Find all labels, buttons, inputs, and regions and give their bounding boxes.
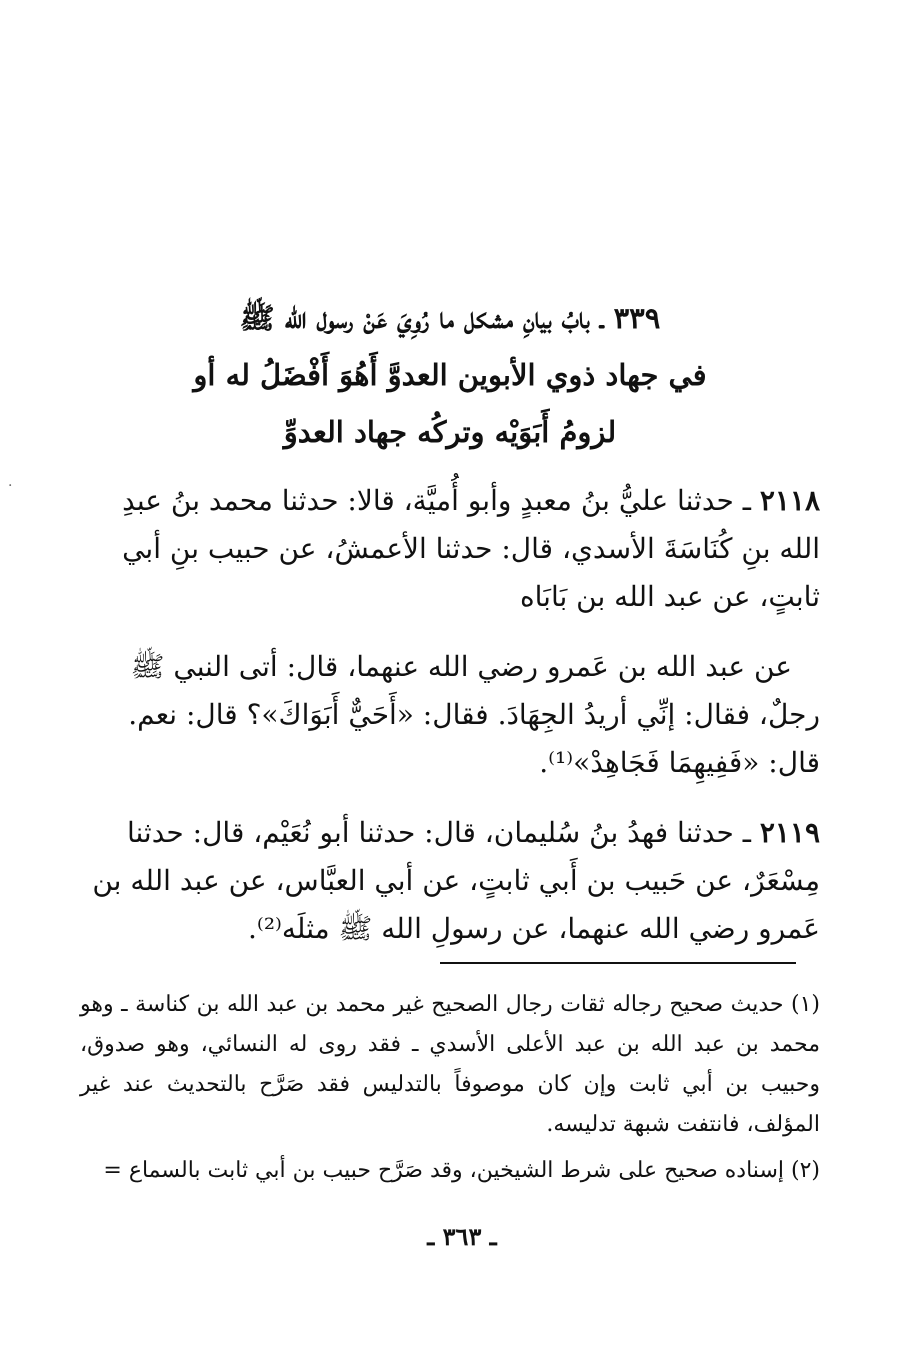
chapter-title-line-2: في جهاد ذوي الأبوين العدوَّ أَهُوَ أَفْضَلُ له أو xyxy=(193,358,707,392)
hadith-2118 xyxy=(80,477,820,621)
footnote-1: (١) حديث صحيح رجاله ثقات رجال الصحيح غير محمد بن عبد الله بن كناسة ـ وهو محمد بن عبد الله بن عبد الأعلى الأسدي ـ فقد روى له النسائي، وهو صدوق، وحبيب بن أبي ثابت وإن كان موصوفاً بالتدليس فقد صَرَّح بالتحديث عند غير المؤلف، فانتفت شبهة تدليسه. xyxy=(80,992,820,1137)
hadith-text: ـ حدثنا فهدُ بنُ سُليمان، قال: حدثنا أبو نُعَيْم، قال: حدثنا مِسْعَرٌ، عن حَبيب بن أَبي ثابتٍ، عن أبي العبَّاس، عن عبد الله بن عَمرو رضي الله عنهما، عن رسولِ الله ﷺ مثلَه⁽²⁾. xyxy=(92,816,820,945)
chapter-title-line-1: ٣٣٩ ـ بابُ بيانِ مشكل ما رُوِيَ عَنْ رسول الله ﷺ xyxy=(239,301,661,335)
margin-mark: · xyxy=(8,478,13,494)
chapter-title-line-3: لزومُ أَبَوَيْه وتركُه جهاد العدوِّ xyxy=(283,415,617,449)
hadith-number: ٢١١٩ xyxy=(759,816,820,849)
page-number: ـ ٣٦٣ ـ xyxy=(427,1222,497,1251)
footnotes xyxy=(80,985,820,1197)
footnote-divider xyxy=(440,962,796,964)
page-body xyxy=(80,290,820,975)
hadith-2118-matn xyxy=(80,643,820,787)
chapter-title xyxy=(80,290,820,461)
hadith-number: ٢١١٨ xyxy=(759,484,820,517)
hadith-text: ـ حدثنا عليُّ بنُ معبدٍ وأبو أُميَّة، قالا: حدثنا محمد بنُ عبدِ الله بنِ كُنَاسَةَ الأسدي، قال: حدثنا الأعمشُ، عن حبيب بنِ أبي ثابتٍ، عن عبد الله بن بَابَاه xyxy=(122,484,820,613)
hadith-2119 xyxy=(80,809,820,953)
hadith-text: عن عبد الله بن عَمرو رضي الله عنهما، قال: أتى النبي ﷺ رجلٌ، فقال: إنِّي أريدُ الجِهَادَ. فقال: «أَحَيٌّ أَبَوَاكَ»؟ قال: نعم. قال: «فَفِيهِمَا فَجَاهِدْ»⁽¹⁾. xyxy=(128,650,820,779)
footnote-2: (٢) إسناده صحيح على شرط الشيخين، وقد صَرَّح حبيب بن أبي ثابت بالسماع = xyxy=(103,1158,820,1183)
